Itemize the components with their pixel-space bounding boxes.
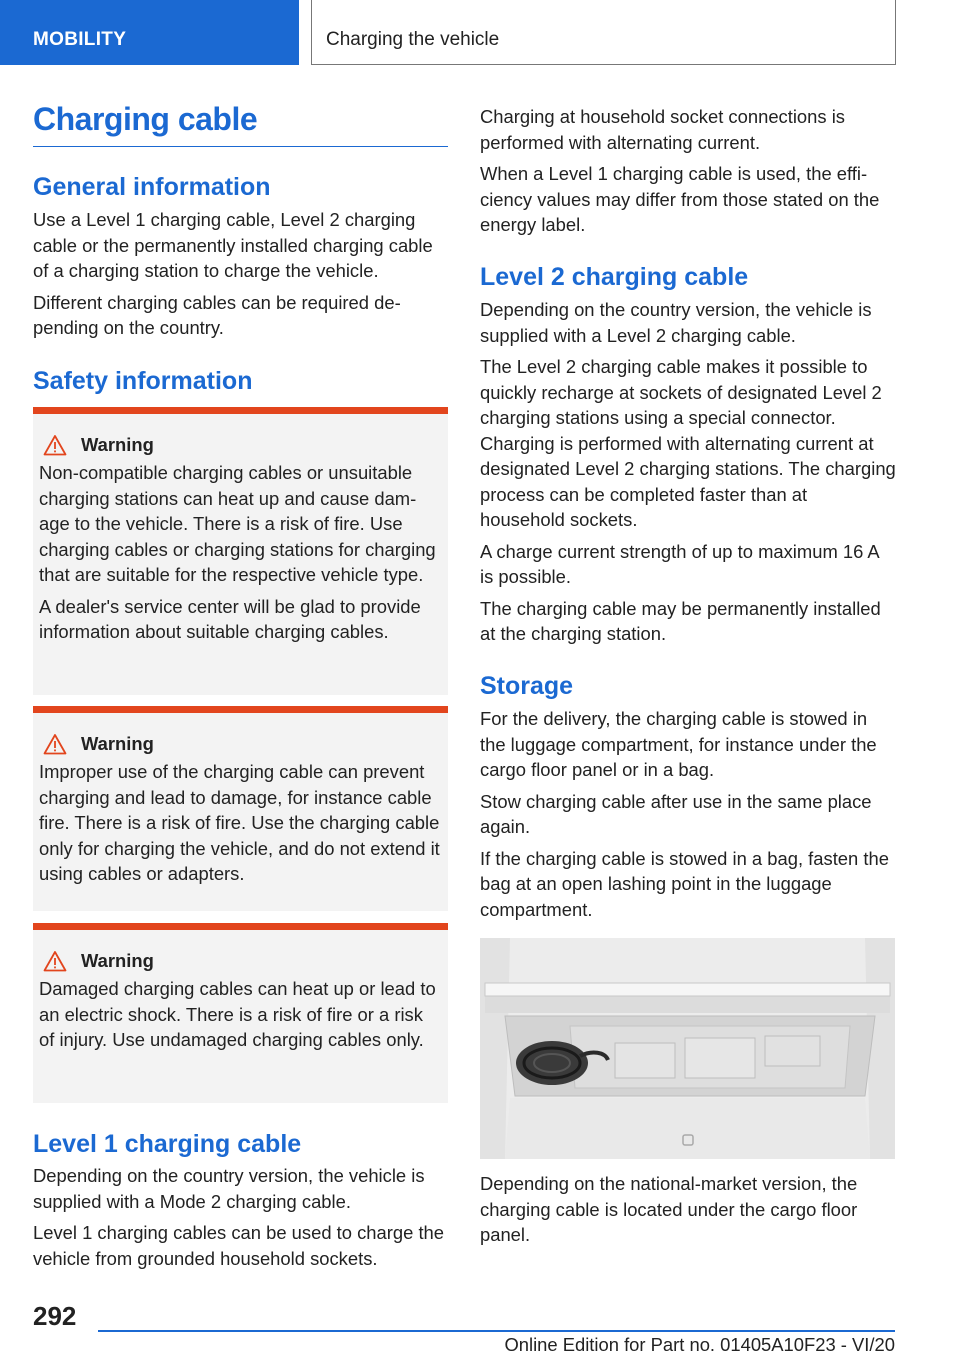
image-caption: Depending on the national-market version, the charging cable is located under the cargo floor panel. [480,1173,858,1245]
chapter-title: Charging the vehicle [311,0,896,65]
general-information-heading: General information [33,173,271,201]
safety-information-section [33,366,448,396]
general-information-paragraph-1: Use a Level 1 charging cable, Level 2 charging cable or the permanently installed charging cable of a charging station to charge the vehicle. [33,209,433,281]
warning-label: Warning [81,434,154,455]
level-2-paragraph-4: The charging cable may be permanently installed at the charging station. [480,597,881,644]
warning-triangle-icon [43,950,67,972]
warning-text: Non-compatible charging cables or unsuitable charging stations can heat up and cause damage to the vehicle. There is a risk of fire. Use charging cables or charging stations for charging that are suitable for the respective vehicle type. [39,462,436,585]
image-caption-block [480,1171,897,1254]
warning-header [43,434,440,456]
warning-box-3 [33,923,448,1103]
warning-triangle-icon [43,434,67,456]
storage-paragraph-1: For the delivery, the charging cable is stowed in the luggage compartment, for instance under the cargo floor panel or in a bag. [480,708,877,780]
general-information-section [33,172,448,347]
warning-text: Improper use of the charging cable can prevent charging and lead to damage, for instance cable fire. There is a risk of fire. Use the charging cable only for charging the vehicle, and do not extend it using cables or adapters. [39,761,440,884]
level-1-section [33,1129,448,1277]
footer-divider [98,1330,895,1332]
warning-box-1 [33,407,448,695]
warning-header [43,733,440,755]
warning-triangle-icon [43,733,67,755]
intro-paragraph-1: Charging at household socket connections is performed with alternating current. [480,106,845,153]
page-title: Charging cable [33,101,448,147]
intro-paragraph-2: When a Level 1 charging cable is used, the efficiency values may differ from those stated on the energy label. [480,163,880,235]
luggage-compartment-image [480,938,895,1159]
safety-information-heading: Safety information [33,367,253,395]
footer-edition: Online Edition for Part no. 01405A10F23 - VI/20 [504,1334,895,1355]
page-number: 292 [33,1301,77,1331]
warning-text: Damaged charging cables can heat up or lead to an electric shock. There is a risk of fire or a risk of injury. Use undamaged charging cables only. [39,978,436,1050]
cargo-floor-illustration [480,938,895,1159]
warning-box-2 [33,706,448,911]
warning-label: Warning [81,950,154,971]
storage-heading: Storage [480,672,574,700]
warning-header [43,950,440,972]
level-1-paragraph-1: Depending on the country version, the vehicle is supplied with a Mode 2 charging cable. [33,1165,425,1212]
warning-text: A dealer's service center will be glad to provide information about suitable charging cables. [39,595,421,642]
warning-label: Warning [81,733,154,754]
level-2-section [480,262,897,653]
section-tab: MOBILITY [0,0,299,65]
level-2-paragraph-3: A charge current strength of up to maximum 16 A is possible. [480,540,879,587]
level-2-paragraph-1: Depending on the country version, the vehicle is supplied with a Level 2 charging cable. [480,299,872,346]
level-1-heading: Level 1 charging cable [33,1130,302,1158]
storage-paragraph-2: Stow charging cable after use in the same place again. [480,790,872,837]
storage-paragraph-3: If the charging cable is stowed in a bag, fasten the bag at an open lashing point in the luggage compartment. [480,847,889,920]
intro-section [480,104,897,244]
storage-section [480,671,897,928]
level-1-paragraph-2: Level 1 charging cables can be used to charge the vehicle from grounded household sockets. [33,1222,445,1269]
general-information-paragraph-2: Different charging cables can be required depending on the country. [33,291,401,338]
level-2-paragraph-2: The Level 2 charging cable makes it possible to quickly recharge at sockets of designated Level 2 charging stations using a special connector. Charging is performed with alternating current at designated Level 2 charging stations. The charging process can be completed faster than at household sockets. [480,356,896,530]
level-2-heading: Level 2 charging cable [480,263,749,291]
